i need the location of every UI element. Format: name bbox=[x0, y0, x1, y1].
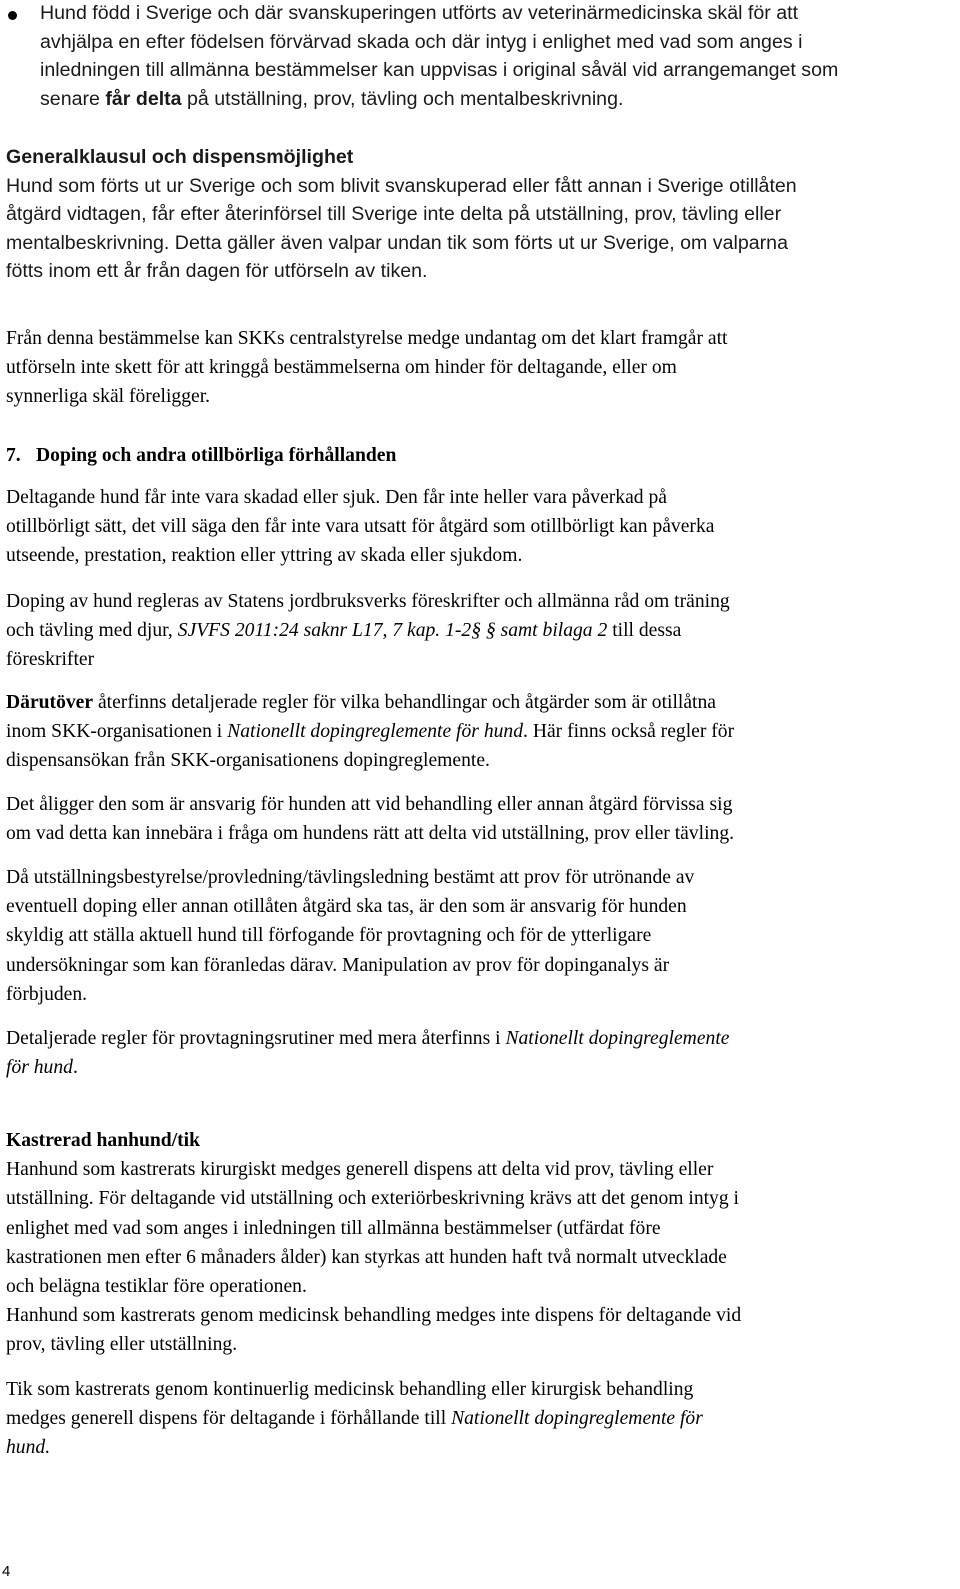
regulation-reference: Nationellt dopingreglemente bbox=[505, 1028, 730, 1049]
text-line: utställning. För deltagande vid utställning och exteriörbeskrivning krävs att det genom intyg i bbox=[6, 1188, 739, 1210]
section-title: Doping och andra otillbörliga förhållanden bbox=[36, 445, 397, 466]
text-run: återfinns detaljerade regler för vilka behandlingar och åtgärder som är otillåtna bbox=[93, 692, 716, 713]
text-run: inom SKK-organisationen i bbox=[6, 721, 228, 743]
text-line bbox=[6, 1404, 954, 1433]
doping-paragraph-4 bbox=[6, 790, 954, 848]
text-line: kastrationen men efter 6 månaders ålder) kan styrkas att hunden haft två normalt utvecklade bbox=[6, 1246, 727, 1268]
kastrerad-section bbox=[6, 1126, 954, 1360]
text-line: Då utställningsbestyrelse/provledning/tävlingsledning bestämt att prov för utrönande av bbox=[6, 867, 695, 888]
text-line bbox=[40, 85, 954, 114]
generalklausul-section bbox=[6, 143, 954, 286]
regulation-reference: Nationellt dopingreglemente för bbox=[451, 1408, 703, 1430]
text-line: avhjälpa en efter födelsen förvärvad skada och där intyg i enlighet med vad som anges i bbox=[40, 30, 803, 53]
text-line: Det åligger den som är ansvarig för hunden att vid behandling eller annan åtgärd förvissa sig bbox=[6, 794, 733, 815]
text-line: skyldig att ställa aktuell hund till förfogande för provtagning och för de ytterligare bbox=[6, 925, 652, 947]
text-line: enlighet med vad som anges i inledningen till allmänna bestämmelser (utfärdat före bbox=[6, 1217, 661, 1239]
doping-paragraph-1 bbox=[6, 483, 954, 571]
regulation-reference: för hund bbox=[6, 1057, 73, 1079]
text-line bbox=[6, 717, 954, 746]
bullet-paragraph bbox=[40, 0, 954, 113]
doping-paragraph-3 bbox=[6, 688, 954, 776]
text-line: föreskrifter bbox=[6, 649, 95, 671]
text-line: Deltagande hund får inte vara skadad eller sjuk. Den får inte heller vara påverkad på bbox=[6, 487, 667, 508]
text-line: utförseln inte skett för att kringgå bestämmelserna om hinder för deltagande, eller om bbox=[6, 357, 677, 379]
text-line: undersökningar som kan föranledas därav. Manipulation av prov för dopinganalys är bbox=[6, 954, 670, 976]
text-line: om vad detta kan innebära i fråga om hundens rätt att delta vid utställning, prov eller tävling. bbox=[6, 823, 735, 845]
text-line: Hund som förts ut ur Sverige och som blivit svanskuperad eller fått annan i Sverige otillåten bbox=[6, 174, 797, 197]
section-number: 7. bbox=[6, 445, 21, 466]
text-line: Tik som kastrerats genom kontinuerlig medicinsk behandling eller kirurgisk behandling bbox=[6, 1379, 694, 1400]
text-line: inledningen till allmänna bestämmelser kan uppvisas i original såväl vid arrangemanget som bbox=[40, 59, 839, 81]
text-line: och belägna testiklar före operationen. bbox=[6, 1275, 307, 1297]
text-line: Doping av hund regleras av Statens jordbruksverks föreskrifter och allmänna råd om träning bbox=[6, 591, 730, 612]
section-heading: Generalklausul och dispensmöjlighet bbox=[6, 146, 354, 168]
text-line: Hanhund som kastrerats kirurgiskt medges generell dispens att delta vid prov, tävling eller bbox=[6, 1159, 714, 1181]
section-heading: Kastrerad hanhund/tik bbox=[6, 1130, 201, 1151]
text-line bbox=[6, 616, 954, 645]
page-number: 4 bbox=[2, 1563, 11, 1580]
text-line: eventuell doping eller annan otillåten åtgärd ska tas, är den som är ansvarig för hunden bbox=[6, 896, 687, 918]
doping-paragraph-6 bbox=[6, 1024, 954, 1082]
text-run: och tävling med djur, bbox=[6, 620, 178, 642]
text-run: senare bbox=[40, 87, 106, 110]
doping-paragraph-2 bbox=[6, 587, 954, 675]
text-line: förbjuden. bbox=[6, 983, 88, 1005]
text-run: . Här finns också regler för bbox=[523, 721, 735, 743]
text-line: dispensansökan från SKK-organisationens dopingreglemente. bbox=[6, 750, 490, 772]
text-run: medges generell dispens för deltagande i förhållande till bbox=[6, 1408, 452, 1430]
text-line: åtgärd vidtagen, får efter återinförsel till Sverige inte delta på utställning, prov, tävling eller bbox=[6, 203, 782, 225]
regulation-reference: Nationellt dopingreglemente för hund bbox=[227, 721, 524, 743]
regulation-reference: SJVFS 2011:24 saknr L17, 7 kap. 1-2§ § samt bilaga 2 bbox=[177, 620, 608, 642]
text-line: mentalbeskrivning. Detta gäller även valpar undan tik som förts ut ur Sverige, om valparna bbox=[6, 231, 788, 254]
text-line: synnerliga skäl föreligger. bbox=[6, 386, 211, 408]
text-line: otillbörligt sätt, det vill säga den får inte vara utsatt för åtgärd som otillbörligt kan påverka bbox=[6, 516, 715, 538]
bold-text: Därutöver bbox=[6, 692, 94, 713]
text-line: utseende, prestation, reaktion eller yttring av skada eller sjukdom. bbox=[6, 545, 523, 567]
text-line bbox=[6, 1024, 954, 1053]
text-run: Detaljerade regler för provtagningsrutiner med mera återfinns i bbox=[6, 1028, 506, 1049]
text-line: prov, tävling eller utställning. bbox=[6, 1334, 238, 1356]
text-run: . bbox=[72, 1057, 78, 1079]
bold-text: får delta bbox=[105, 87, 182, 110]
text-line: Från denna bestämmelse kan SKKs centralstyrelse medge undantag om det klart framgår att bbox=[6, 328, 728, 349]
text-line: Hanhund som kastrerats genom medicinsk behandling medges inte dispens för deltagande vid bbox=[6, 1305, 742, 1327]
text-line bbox=[6, 1053, 954, 1082]
dispens-paragraph bbox=[6, 324, 954, 412]
text-line: Hund född i Sverige och där svanskuperingen utförts av veterinärmedicinska skäl för att bbox=[40, 2, 799, 24]
section-7-heading bbox=[6, 441, 954, 470]
bullet-icon bbox=[8, 11, 17, 20]
doping-paragraph-5 bbox=[6, 863, 954, 1009]
kastrerad-tik-paragraph bbox=[6, 1375, 954, 1463]
text-line bbox=[6, 688, 954, 717]
text-run: på utställning, prov, tävling och mentalbeskrivning. bbox=[181, 87, 624, 110]
text-run: till dessa bbox=[607, 620, 682, 642]
text-line: hund. bbox=[6, 1437, 51, 1459]
text-line: fötts inom ett år från dagen för utförseln av tiken. bbox=[6, 260, 428, 282]
